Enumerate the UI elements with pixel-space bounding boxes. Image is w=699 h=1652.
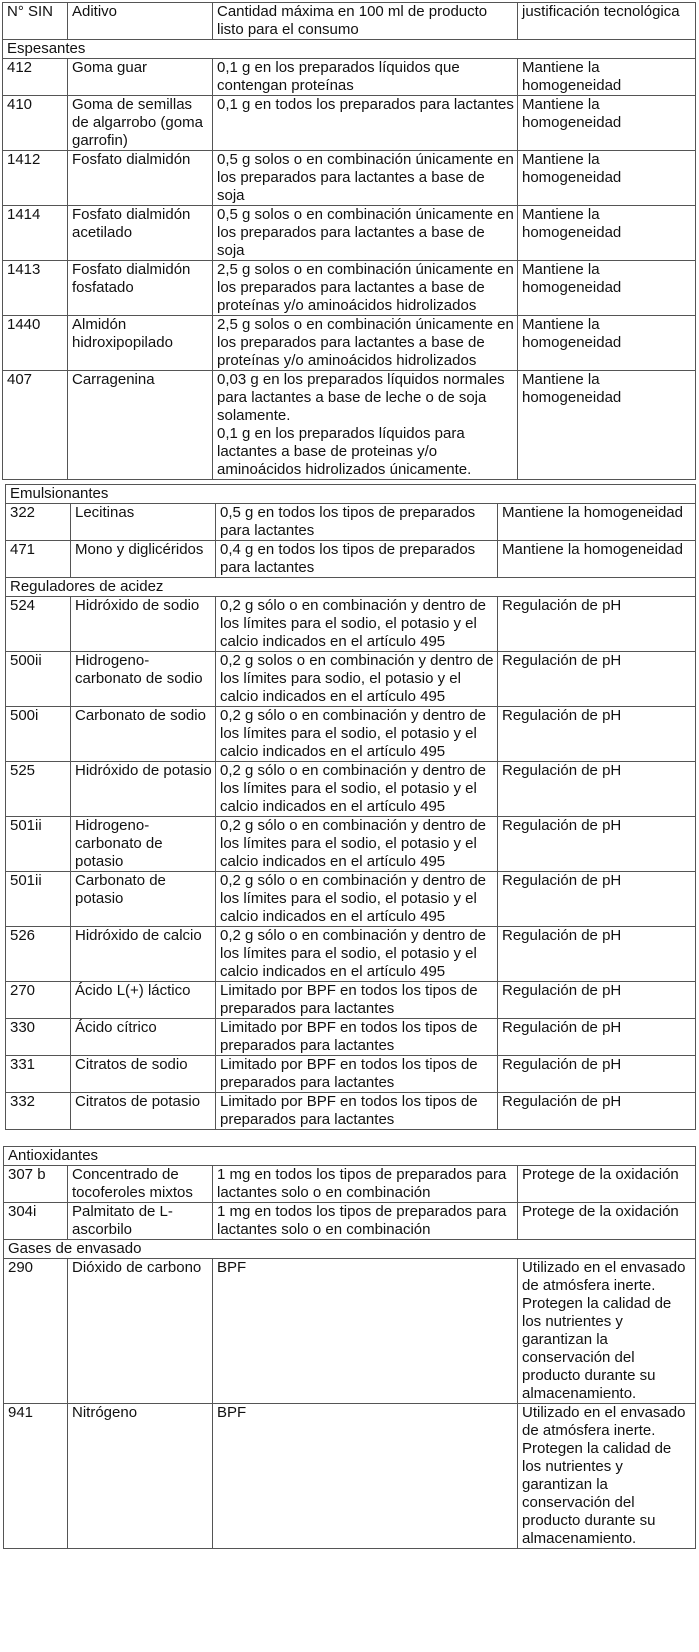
table-row	[6, 1019, 696, 1056]
max-quantity-cell: 0,1 g en los preparados líquidos que contengan proteínas	[213, 59, 518, 96]
additives-table-emulsionantes-reguladores	[5, 484, 696, 1130]
additive-name-cell: Carragenina	[68, 371, 213, 480]
max-quantity-cell: 2,5 g solos o en combinación únicamente en los preparados para lactantes a base de proteínas y/o aminoácidos hidrolizados	[213, 261, 518, 316]
additive-name-cell: Fosfato dialmidón acetilado	[68, 206, 213, 261]
justification-cell: Regulación de pH	[498, 817, 696, 872]
additive-name-cell: Ácido cítrico	[71, 1019, 216, 1056]
sin-number-cell: 331	[6, 1056, 71, 1093]
max-quantity-cell: BPF	[213, 1259, 518, 1404]
sin-number-cell: 941	[4, 1404, 68, 1549]
sin-number-cell: 332	[6, 1093, 71, 1130]
justification-cell: Regulación de pH	[498, 927, 696, 982]
table-header-row	[3, 3, 696, 40]
sin-number-cell: 304i	[4, 1203, 68, 1240]
sin-number-cell: 501ii	[6, 817, 71, 872]
sin-number-cell: 330	[6, 1019, 71, 1056]
max-quantity-cell: 2,5 g solos o en combinación únicamente en los preparados para lactantes a base de proteínas y/o aminoácidos hidrolizados	[213, 316, 518, 371]
additive-name-cell: Dióxido de carbono	[68, 1259, 213, 1404]
sin-number-cell: 1412	[3, 151, 68, 206]
table-row	[3, 96, 696, 151]
table-row	[6, 597, 696, 652]
max-quantity-cell: Limitado por BPF en todos los tipos de preparados para lactantes	[216, 1056, 498, 1093]
table-row	[3, 206, 696, 261]
additive-name-cell: Lecitinas	[71, 504, 216, 541]
additive-name-cell: Carbonato de sodio	[71, 707, 216, 762]
justification-cell: Mantiene la homogeneidad	[518, 316, 696, 371]
column-header: justificación tecnológica	[518, 3, 696, 40]
additives-table-espesantes	[2, 2, 696, 480]
sin-number-cell: 501ii	[6, 872, 71, 927]
section-header-row	[6, 578, 696, 597]
justification-cell: Regulación de pH	[498, 707, 696, 762]
sin-number-cell: 524	[6, 597, 71, 652]
additive-name-cell: Hidrogeno-carbonato de potasio	[71, 817, 216, 872]
sin-number-cell: 525	[6, 762, 71, 817]
additive-name-cell: Carbonato de potasio	[71, 872, 216, 927]
additive-name-cell: Almidón hidroxipopilado	[68, 316, 213, 371]
section-title: Emulsionantes	[6, 485, 696, 504]
sin-number-cell: 407	[3, 371, 68, 480]
additive-name-cell: Hidrogeno-carbonato de sodio	[71, 652, 216, 707]
table-row	[6, 817, 696, 872]
sin-number-cell: 500ii	[6, 652, 71, 707]
additives-table-antioxidantes-gases	[3, 1146, 696, 1549]
max-quantity-cell: 0,2 g sólo o en combinación y dentro de los límites para el sodio, el potasio y el calcio indicados en el artículo 495	[216, 762, 498, 817]
justification-cell: Regulación de pH	[498, 982, 696, 1019]
additive-name-cell: Concentrado de tocoferoles mixtos	[68, 1166, 213, 1203]
table-row	[6, 652, 696, 707]
table-row	[4, 1166, 696, 1203]
table-row	[3, 151, 696, 206]
max-quantity-cell: BPF	[213, 1404, 518, 1549]
max-quantity-cell: Limitado por BPF en todos los tipos de preparados para lactantes	[216, 982, 498, 1019]
additive-name-cell: Palmitato de L-ascorbilo	[68, 1203, 213, 1240]
justification-cell: Regulación de pH	[498, 1056, 696, 1093]
additive-name-cell: Nitrógeno	[68, 1404, 213, 1549]
justification-cell: Regulación de pH	[498, 652, 696, 707]
additive-name-cell: Fosfato dialmidón fosfatado	[68, 261, 213, 316]
justification-cell: Mantiene la homogeneidad	[518, 151, 696, 206]
additive-name-cell: Hidróxido de calcio	[71, 927, 216, 982]
sin-number-cell: 410	[3, 96, 68, 151]
max-quantity-cell: 0,2 g sólo o en combinación y dentro de los límites para el sodio, el potasio y el calcio indicados en el artículo 495	[216, 597, 498, 652]
max-quantity-cell: 0,1 g en todos los preparados para lactantes	[213, 96, 518, 151]
table-row	[3, 261, 696, 316]
sin-number-cell: 500i	[6, 707, 71, 762]
additive-name-cell: Citratos de sodio	[71, 1056, 216, 1093]
justification-cell: Mantiene la homogeneidad	[518, 261, 696, 316]
section-header-row	[6, 485, 696, 504]
section-title: Espesantes	[3, 40, 696, 59]
max-quantity-cell: 0,5 g en todos los tipos de preparados para lactantes	[216, 504, 498, 541]
max-quantity-cell: 1 mg en todos los tipos de preparados para lactantes solo o en combinación	[213, 1166, 518, 1203]
additive-name-cell: Ácido L(+) láctico	[71, 982, 216, 1019]
section-title: Reguladores de acidez	[6, 578, 696, 597]
justification-cell: Mantiene la homogeneidad	[498, 541, 696, 578]
section-title: Gases de envasado	[4, 1240, 696, 1259]
max-quantity-cell: 0,5 g solos o en combinación únicamente en los preparados para lactantes a base de soja	[213, 206, 518, 261]
additive-name-cell: Hidróxido de sodio	[71, 597, 216, 652]
sin-number-cell: 307 b	[4, 1166, 68, 1203]
sin-number-cell: 471	[6, 541, 71, 578]
section-header-row	[3, 40, 696, 59]
justification-cell: Mantiene la homogeneidad	[518, 206, 696, 261]
justification-cell: Utilizado en el envasado de atmósfera inerte. Protegen la calidad de los nutrientes y garantizan la conservación del producto durante su almacenamiento.	[518, 1259, 696, 1404]
justification-cell: Utilizado en el envasado de atmósfera inerte. Protegen la calidad de los nutrientes y garantizan la conservación del producto durante su almacenamiento.	[518, 1404, 696, 1549]
sin-number-cell: 290	[4, 1259, 68, 1404]
max-quantity-cell: 0,2 g solos o en combinación y dentro de los límites para sodio, el potasio y el calcio indicados en el artículo 495	[216, 652, 498, 707]
table-row	[6, 927, 696, 982]
additive-name-cell: Goma de semillas de algarrobo (goma garrofin)	[68, 96, 213, 151]
justification-cell: Protege de la oxidación	[518, 1166, 696, 1203]
additive-name-cell: Goma guar	[68, 59, 213, 96]
table-row	[6, 707, 696, 762]
column-header: Aditivo	[68, 3, 213, 40]
table-row	[3, 59, 696, 96]
section-header-row	[4, 1240, 696, 1259]
table-row	[3, 371, 696, 480]
justification-cell: Mantiene la homogeneidad	[498, 504, 696, 541]
additive-name-cell: Mono y diglicéridos	[71, 541, 216, 578]
max-quantity-cell: 0,2 g sólo o en combinación y dentro de los límites para el sodio, el potasio y el calcio indicados en el artículo 495	[216, 927, 498, 982]
table-row	[3, 316, 696, 371]
additive-name-cell: Citratos de potasio	[71, 1093, 216, 1130]
justification-cell: Mantiene la homogeneidad	[518, 96, 696, 151]
justification-cell: Regulación de pH	[498, 872, 696, 927]
table-row	[6, 762, 696, 817]
max-quantity-cell: 0,2 g sólo o en combinación y dentro de los límites para el sodio, el potasio y el calcio indicados en el artículo 495	[216, 707, 498, 762]
table-row	[6, 872, 696, 927]
max-quantity-cell: 0,4 g en todos los tipos de preparados para lactantes	[216, 541, 498, 578]
max-quantity-cell: Limitado por BPF en todos los tipos de preparados para lactantes	[216, 1019, 498, 1056]
table-row	[6, 1093, 696, 1130]
max-quantity-cell: Limitado por BPF en todos los tipos de preparados para lactantes	[216, 1093, 498, 1130]
table-row	[6, 982, 696, 1019]
column-header: N° SIN	[3, 3, 68, 40]
table-row	[6, 504, 696, 541]
max-quantity-cell: 0,2 g sólo o en combinación y dentro de los límites para el sodio, el potasio y el calcio indicados en el artículo 495	[216, 872, 498, 927]
table-row	[4, 1259, 696, 1404]
justification-cell: Regulación de pH	[498, 762, 696, 817]
additive-name-cell: Hidróxido de potasio	[71, 762, 216, 817]
table-row	[6, 541, 696, 578]
justification-cell: Mantiene la homogeneidad	[518, 371, 696, 480]
sin-number-cell: 1413	[3, 261, 68, 316]
justification-cell: Regulación de pH	[498, 597, 696, 652]
max-quantity-cell: 0,5 g solos o en combinación únicamente en los preparados para lactantes a base de soja	[213, 151, 518, 206]
justification-cell: Protege de la oxidación	[518, 1203, 696, 1240]
max-quantity-cell: 0,2 g sólo o en combinación y dentro de los límites para el sodio, el potasio y el calcio indicados en el artículo 495	[216, 817, 498, 872]
sin-number-cell: 412	[3, 59, 68, 96]
sin-number-cell: 526	[6, 927, 71, 982]
sin-number-cell: 1440	[3, 316, 68, 371]
column-header: Cantidad máxima en 100 ml de producto listo para el consumo	[213, 3, 518, 40]
justification-cell: Regulación de pH	[498, 1093, 696, 1130]
justification-cell: Regulación de pH	[498, 1019, 696, 1056]
section-title: Antioxidantes	[4, 1147, 696, 1166]
sin-number-cell: 270	[6, 982, 71, 1019]
table-row	[4, 1404, 696, 1549]
max-quantity-cell: 0,03 g en los preparados líquidos normales para lactantes a base de leche o de soja solamente. 0,1 g en los preparados líquidos para lactantes a base de proteinas y/o aminoácidos hidrolizados únicamente.	[213, 371, 518, 480]
table-row	[4, 1203, 696, 1240]
max-quantity-cell: 1 mg en todos los tipos de preparados para lactantes solo o en combinación	[213, 1203, 518, 1240]
sin-number-cell: 322	[6, 504, 71, 541]
section-header-row	[4, 1147, 696, 1166]
sin-number-cell: 1414	[3, 206, 68, 261]
justification-cell: Mantiene la homogeneidad	[518, 59, 696, 96]
additive-name-cell: Fosfato dialmidón	[68, 151, 213, 206]
table-row	[6, 1056, 696, 1093]
